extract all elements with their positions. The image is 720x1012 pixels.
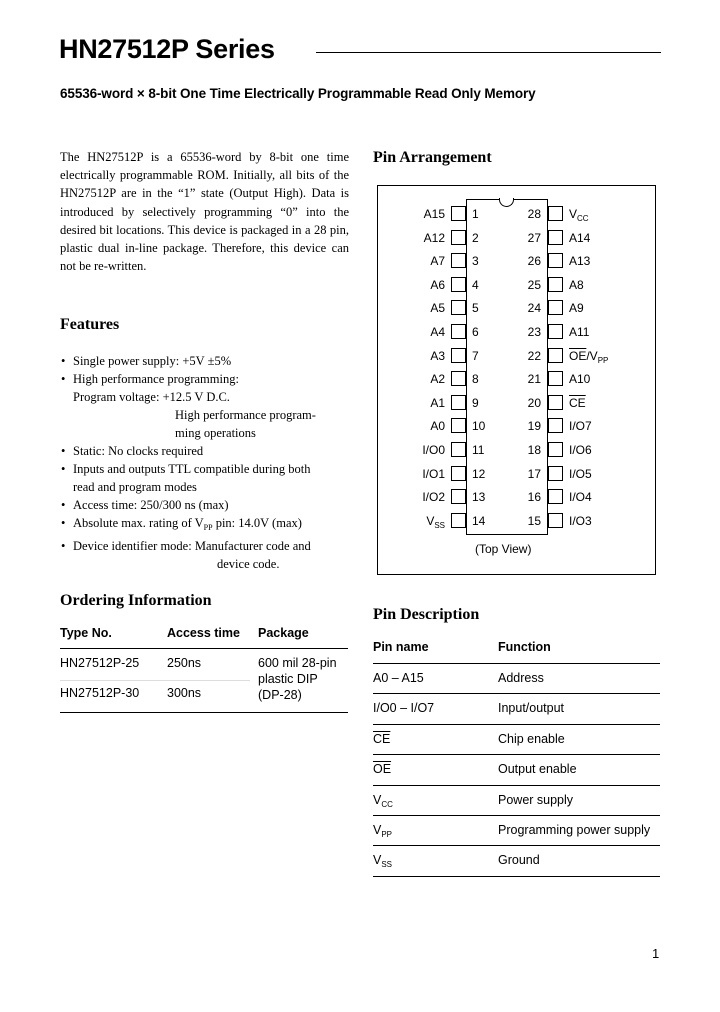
pin-name-cell: $\overline{OE}$ — [373, 762, 392, 777]
table-rule — [373, 845, 660, 846]
pin-number: 27 — [527, 230, 541, 245]
title-rule — [316, 52, 661, 53]
pin-pad — [548, 513, 563, 528]
pin-label: $V_{SS}$ — [426, 513, 445, 530]
pin-pad — [451, 348, 466, 363]
pin-pad — [548, 371, 563, 386]
top-view-caption: (Top View) — [475, 542, 532, 556]
pin-name-cell: $V_{PP}$ — [373, 823, 393, 839]
pin-pad — [451, 253, 466, 268]
pin-number: 11 — [472, 443, 485, 457]
pin-number: 22 — [527, 348, 541, 363]
pin-number: 25 — [527, 277, 541, 292]
document-subtitle: 65536-word × 8-bit One Time Electrically Programmable Read Only Memory — [60, 86, 536, 101]
pin-pad — [548, 324, 563, 339]
pin-label: A14 — [569, 230, 591, 245]
feature-item: • Single power supply: +5V ±5% — [60, 352, 352, 370]
pin-label: A2 — [430, 372, 445, 387]
pin-label: A11 — [569, 325, 590, 339]
pin-label: $\overline{OE}/V_{PP}$ — [569, 348, 609, 365]
table-rule — [60, 648, 348, 649]
pin-pad — [548, 230, 563, 245]
pin-number: 3 — [472, 254, 479, 269]
pin-pad — [548, 206, 563, 221]
ordering-heading: Ordering Information — [60, 592, 212, 609]
pin-number: 15 — [527, 513, 541, 528]
pin-pad — [548, 348, 563, 363]
pin-function-cell: Power supply — [498, 792, 574, 807]
pd-header-function: Function — [498, 640, 551, 654]
ordering-type-cell: HN27512P-25 — [60, 656, 140, 670]
ordering-access-cell: 300ns — [167, 686, 202, 700]
pin-number: 20 — [527, 395, 541, 410]
feature-item: • Inputs and outputs TTL compatible during both read and program modes — [60, 460, 352, 496]
feature-item: • High performance programming: Program voltage: +12.5 V D.C. High performance program- ming operations — [60, 370, 352, 442]
ordering-header-type: Type No. — [60, 626, 112, 640]
pin-name-cell: $V_{CC}$ — [373, 792, 393, 809]
pin-pad — [548, 442, 563, 457]
pin-pad — [451, 489, 466, 504]
table-rule — [60, 712, 348, 713]
pin-label: A8 — [569, 277, 584, 292]
pin-label: A4 — [430, 325, 445, 339]
page-number: 1 — [652, 946, 660, 961]
pin-pad — [548, 418, 563, 433]
pin-number: 26 — [527, 254, 541, 269]
pin-label: A3 — [430, 348, 445, 363]
pin-label: A15 — [423, 207, 445, 221]
pin-function-cell: Ground — [498, 853, 540, 868]
intro-paragraph: The HN27512P is a 65536-word by 8-bit one time electrically programmable ROM. Initially, all bits of the HN27512P are in the “1” state (Output High). Data is introduced by selectively programming “0” into the desired bit locations. This device is packaged in a 28 pin, plastic dual in-line package. Therefore, this device can not be re-written. — [60, 150, 349, 274]
table-rule — [373, 754, 660, 755]
pin-label: I/O7 — [569, 419, 592, 434]
pin-label: A10 — [569, 372, 591, 387]
ordering-header-package: Package — [258, 626, 309, 640]
pin-number: 14 — [472, 513, 486, 528]
pin-name-cell: A0 – A15 — [373, 671, 424, 685]
pin-number: 16 — [527, 490, 541, 505]
pin-function-cell: Chip enable — [498, 731, 565, 746]
feature-item: • Absolute max. rating of $V_{PP}$ pin: 14.0V (max) — [60, 514, 352, 537]
pin-name-cell: I/O0 – I/O7 — [373, 701, 435, 716]
table-rule — [373, 693, 660, 694]
pin-number: 13 — [472, 490, 486, 505]
pin-number: 1 — [472, 207, 479, 221]
ordering-access-cell: 250ns — [167, 656, 202, 670]
pin-label: A1 — [430, 395, 445, 410]
pin-number: 6 — [472, 325, 479, 339]
pin-pad — [451, 371, 466, 386]
pin-pad — [451, 442, 466, 457]
pin-function-cell: Output enable — [498, 762, 577, 777]
pin-pad — [451, 300, 466, 315]
table-rule — [373, 724, 660, 725]
pin-label: I/O4 — [569, 490, 592, 505]
ordering-type-cell: HN27512P-30 — [60, 686, 140, 700]
pin-pad — [548, 300, 563, 315]
feature-item: • Access time: 250/300 ns (max) — [60, 496, 352, 514]
table-rule — [373, 876, 660, 877]
pin-number: 18 — [527, 443, 541, 457]
feature-item: • Device identifier mode: Manufacturer code and device code. — [60, 537, 352, 573]
pin-label: I/O0 — [422, 443, 445, 457]
pin-number: 23 — [527, 325, 541, 339]
pin-pad — [548, 489, 563, 504]
pin-label: A0 — [430, 419, 445, 434]
feature-item: • Static: No clocks required — [60, 442, 352, 460]
pin-label: A13 — [569, 254, 591, 269]
pin-arrangement-heading: Pin Arrangement — [373, 149, 492, 166]
pin-number: 5 — [472, 301, 479, 316]
table-rule — [373, 663, 660, 664]
pin-pad — [451, 395, 466, 410]
pin-name-cell: $\overline{CE}$ — [373, 731, 391, 746]
pin-label: A12 — [423, 230, 445, 245]
features-heading: Features — [60, 316, 120, 333]
ordering-header-access: Access time — [167, 626, 240, 640]
table-rule — [373, 785, 660, 786]
pin-pad — [451, 513, 466, 528]
pd-header-name: Pin name — [373, 640, 429, 654]
pin-label: A9 — [569, 301, 584, 316]
pin-pad — [451, 277, 466, 292]
pin-pad — [548, 466, 563, 481]
pin-function-cell: Input/output — [498, 701, 565, 716]
table-rule — [373, 815, 660, 816]
pin-label: I/O1 — [422, 466, 445, 481]
ordering-package-line: plastic DIP — [258, 672, 318, 686]
pin-number: 28 — [527, 207, 541, 221]
pin-pad — [451, 230, 466, 245]
pin-label: A6 — [430, 277, 445, 292]
pin-label: I/O3 — [569, 513, 592, 528]
pin-pad — [451, 418, 466, 433]
pin-pad — [548, 395, 563, 410]
pin-label: $\overline{CE}$ — [569, 395, 586, 410]
pin-number: 4 — [472, 277, 479, 292]
pin-number: 8 — [472, 372, 479, 387]
pin-label: A7 — [430, 254, 445, 269]
pin-number: 12 — [472, 466, 486, 481]
ordering-package-line: (DP-28) — [258, 688, 302, 702]
pin-pad — [548, 253, 563, 268]
pin-number: 9 — [472, 395, 479, 410]
pin-label: I/O5 — [569, 466, 592, 481]
table-rule — [60, 680, 250, 681]
pin-number: 24 — [527, 301, 541, 316]
pin-label: A5 — [430, 301, 445, 316]
document-title: HN27512P Series — [59, 34, 275, 64]
pin-pad — [451, 324, 466, 339]
pin-label: $V_{CC}$ — [569, 207, 589, 223]
pin-name-cell: $V_{SS}$ — [373, 853, 393, 870]
pin-number: 17 — [527, 466, 541, 481]
pin-number: 10 — [472, 419, 486, 434]
pin-pad — [451, 466, 466, 481]
dip-package-outline — [466, 199, 548, 535]
pin-description-heading: Pin Description — [373, 606, 480, 623]
features-list — [60, 352, 352, 573]
pin-label: I/O6 — [569, 443, 592, 457]
pin-number: 21 — [527, 372, 541, 387]
pin-number: 2 — [472, 230, 479, 245]
pin-pad — [548, 277, 563, 292]
pin-number: 19 — [527, 419, 541, 434]
pin-number: 7 — [472, 348, 479, 363]
pin-pad — [451, 206, 466, 221]
pin-label: I/O2 — [422, 490, 445, 505]
ordering-package-line: 600 mil 28-pin — [258, 656, 337, 670]
pin-function-cell: Address — [498, 671, 544, 685]
pin-function-cell: Programming power supply — [498, 823, 651, 837]
